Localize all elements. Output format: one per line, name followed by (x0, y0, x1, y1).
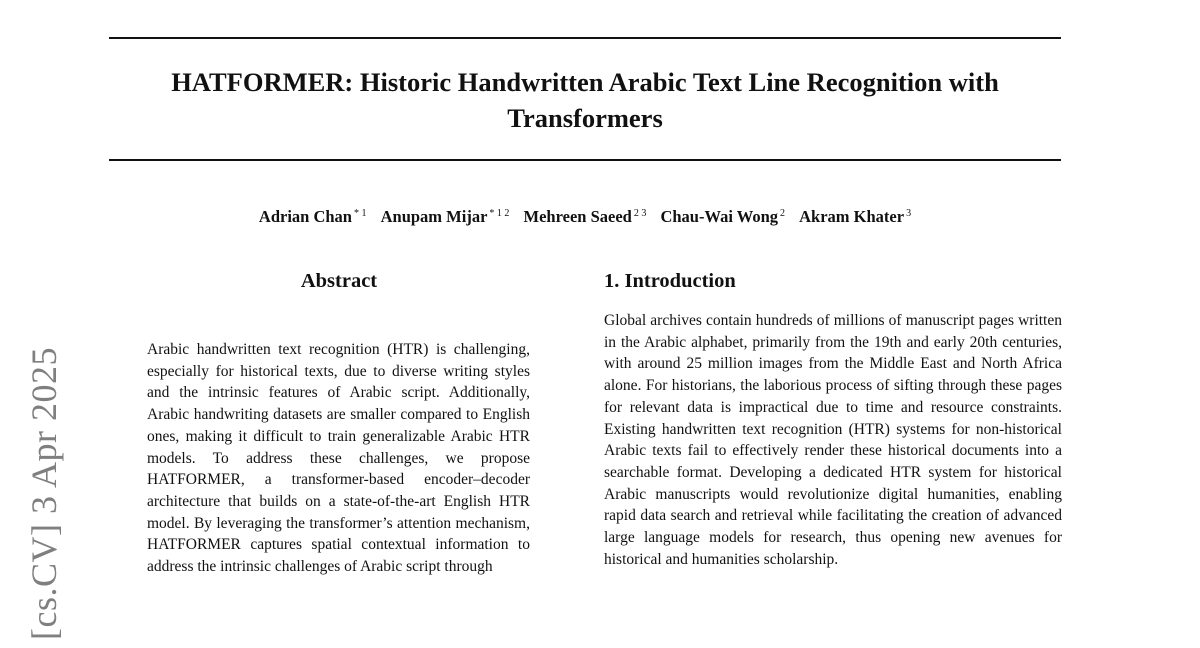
system-name-small: ORMER (185, 536, 241, 554)
system-name-caps: HATF (147, 471, 186, 489)
author (381, 207, 510, 226)
abstract-text: , a transformer-based encoder–decoder architecture that builds on a state-of-the-art English HTR model. By leveraging the transformer’s attention mechanism, (147, 471, 530, 532)
author-name: Chau-Wai Wong (660, 207, 778, 226)
author (524, 207, 647, 226)
title-rule-top (109, 37, 1061, 39)
introduction-body: Global archives contain hundreds of millions of manuscript pages written in the Arabic alphabet, primarily from the 19th and early 20th centuries, with around 25 million images from the Middle East and North Africa alone. For historians, the laborious process of sifting through these pages for relevant data is impractical due to time and resource constraints. Existing handwritten text recognition (HTR) systems for non-historical Arabic texts fail to effectively render these historical documents into a searchable format. Developing a dedicated HTR system for historical Arabic manuscripts would revolutionize digital humanities, enabling rapid data search and retrieval while facilitating the creation of advanced large language models for research, thus opening new avenues for historical and humanities scholarship. (604, 312, 1062, 568)
author-affiliation: * 1 (353, 208, 367, 219)
system-name-small: ORMER (185, 471, 241, 489)
author-name: Akram Khater (799, 207, 905, 226)
author-name: Anupam Mijar (380, 207, 488, 226)
abstract-text: captures spatial contextual information to address the intrinsic challenges of Arabic script through (147, 536, 530, 576)
author-list (109, 203, 1061, 228)
title-system-name-small: ORMER (242, 67, 345, 97)
abstract-body (147, 339, 530, 578)
title-rule-bottom (109, 159, 1061, 161)
author (259, 207, 367, 226)
author (799, 207, 911, 226)
abstract-text: Arabic handwritten text recognition (HTR) is challenging, especially for historical texts, due to diverse writing styles and the intrinsic features of Arabic script. Additionally, Arabic handwriting datasets are smaller compared to English ones, making it difficult to train generalizable Arabic HTR models. To address these challenges, we propose (147, 341, 530, 467)
arxiv-stamp: [cs.CV] 3 Apr 2025 (24, 347, 64, 640)
title-system-name-caps: HATF (171, 67, 243, 97)
paper-title (109, 64, 1061, 136)
introduction-heading: 1. Introduction (604, 270, 736, 292)
author-affiliation: 2 (780, 208, 785, 219)
author (660, 207, 785, 226)
title-text: : Historic Handwritten Arabic Text Line Recognition with Transformers (344, 67, 999, 133)
system-name-caps: HATF (147, 536, 186, 554)
author-affiliation: 2 3 (633, 208, 647, 219)
author-name: Mehreen Saeed (523, 207, 632, 226)
author-affiliation: 3 (906, 208, 912, 219)
author-name: Adrian Chan (258, 207, 352, 226)
author-affiliation: * 1 2 (489, 208, 510, 219)
abstract-heading: Abstract (300, 270, 378, 292)
